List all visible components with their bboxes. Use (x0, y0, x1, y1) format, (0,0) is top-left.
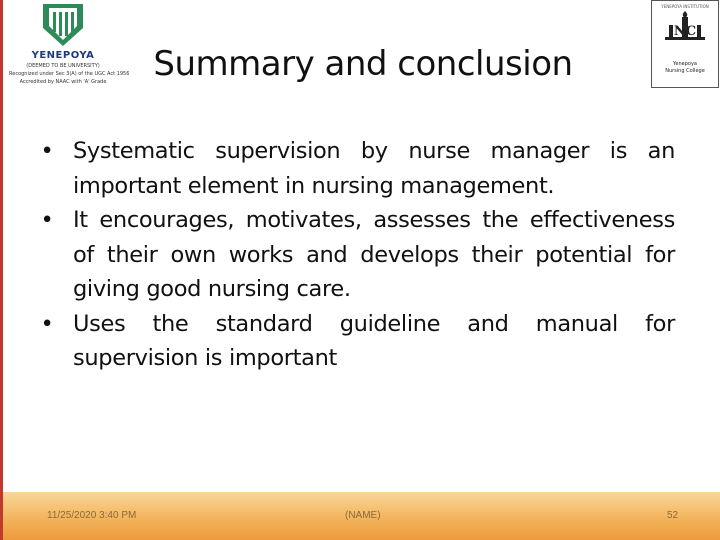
footer-date: 11/25/2020 3:40 PM (47, 510, 137, 521)
bullet-text: It encourages, motivates, assesses the effectiveness of their own works and develops their potential for giving good nursing care. (73, 207, 675, 302)
university-name: YENEPOYA (31, 50, 95, 61)
bullet-text: Uses the standard guideline and manual for supervision is important (73, 310, 675, 371)
university-emblem-icon (39, 2, 87, 48)
bullet-item (37, 134, 675, 203)
bullet-text: Systematic supervision by nurse manager is an important element in nursing management. (73, 138, 675, 199)
footer-name: (NAME) (345, 510, 381, 521)
university-subtitle: (DEEMED TO BE UNIVERSITY) (26, 63, 100, 69)
bullet-item (37, 307, 675, 376)
university-accreditation: Accredited by NAAC with 'A' Grade (19, 79, 107, 85)
nursing-college-logo (651, 0, 719, 88)
slide-number: 52 (667, 510, 679, 521)
university-recognition: Recognized under Sec 3(A) of the UGC Act 1956 (9, 71, 130, 77)
slide-footer (3, 492, 720, 540)
college-institution-label: YENEPOYA INSTITUTION (661, 4, 709, 9)
university-logo (9, 2, 130, 94)
college-name-line2: Nursing College (665, 68, 705, 74)
college-name-line1: Yenepoya (673, 61, 697, 67)
bullet-marker: • (40, 138, 54, 164)
bullet-marker: • (40, 310, 54, 337)
college-emblem-icon (663, 11, 707, 53)
slide-title: Summary and conclusion (153, 44, 573, 84)
bullet-list (37, 134, 675, 376)
svg-text:NC: NC (673, 24, 697, 39)
bullet-marker: • (40, 207, 54, 233)
bullet-item (37, 203, 675, 307)
